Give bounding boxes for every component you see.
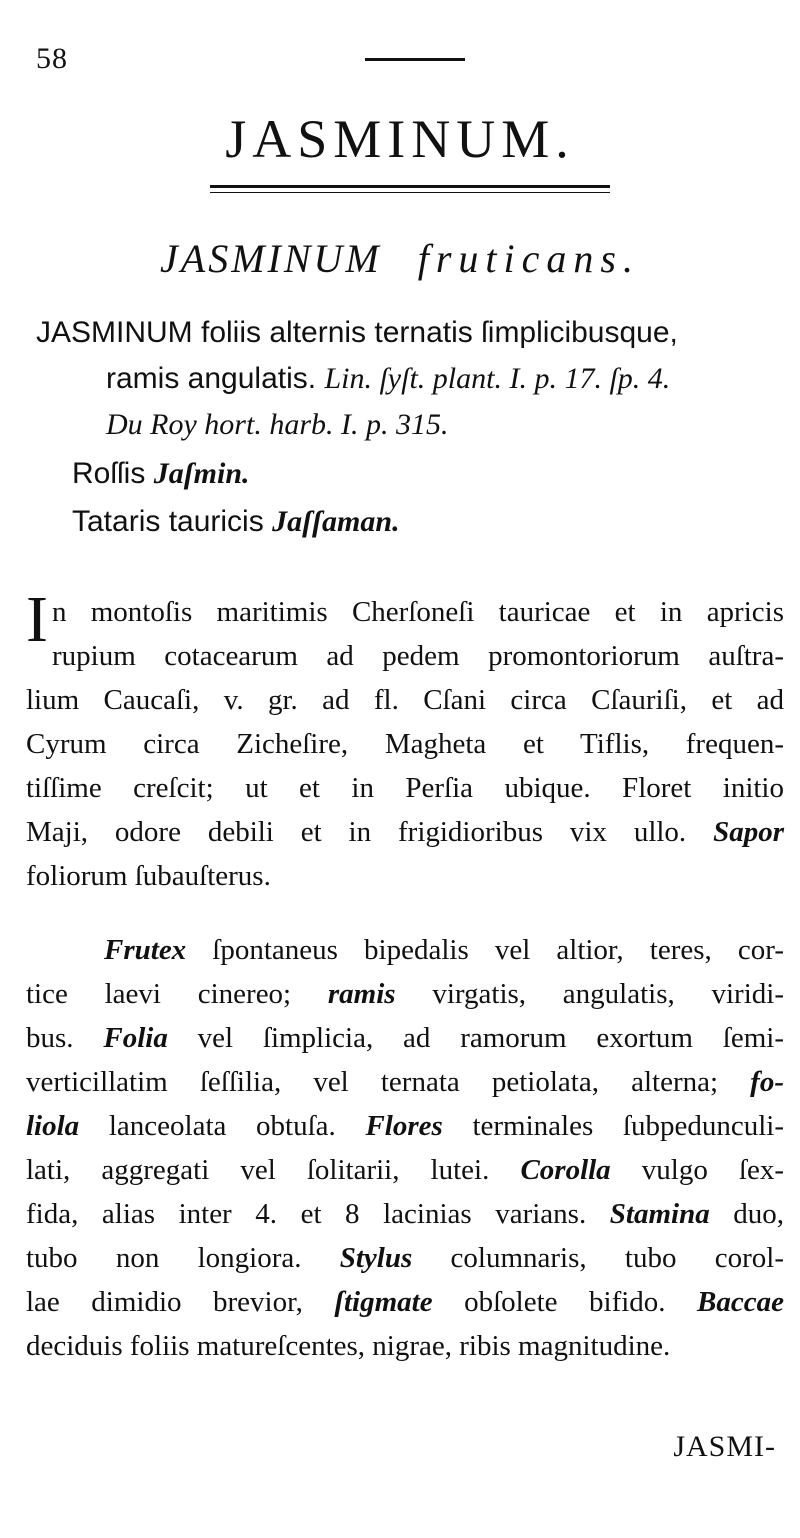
- text-line: [26, 972, 784, 1016]
- text-line: [26, 1104, 784, 1148]
- du-roy-reference: Du Roy hort. harb. I. p. 315.: [106, 408, 449, 441]
- text-line: [26, 1060, 784, 1104]
- synonym-block: [36, 310, 786, 448]
- vernacular-names: [72, 450, 772, 546]
- habitat-paragraph: [26, 583, 784, 898]
- text-line: Cyrum circa Zicheſire, Magheta et Tiflis, frequen-: [26, 728, 784, 760]
- vernacular-tatar: [72, 498, 772, 546]
- species-genus: JASMINUM: [160, 236, 382, 281]
- page-number: 58: [36, 42, 68, 75]
- text-run: columnaris, tubo corol-: [412, 1242, 784, 1274]
- text-run: lae dimidio brevior,: [26, 1286, 335, 1318]
- text-run: terminales ſubpedunculi-: [442, 1110, 784, 1142]
- synonym-line-2: [36, 356, 786, 402]
- text-run: obſolete bifido.: [432, 1286, 698, 1318]
- text-line: rupium cotacearum ad pedem promontoriorum auſtra-: [51, 640, 784, 672]
- text-run: virgatis, angulatis, viridi-: [395, 978, 784, 1010]
- text-run: fida, alias inter 4. et 8 lacinias varians.: [26, 1198, 610, 1230]
- synonym-line-3: [36, 402, 786, 448]
- species-heading: [0, 235, 800, 282]
- text-run: lanceolata obtuſa.: [79, 1110, 366, 1142]
- text-run: ſpontaneus bipedalis vel altior, teres, cor-: [186, 934, 784, 966]
- term-stigmate: ſtigmate: [334, 1286, 433, 1318]
- text-line: [26, 1016, 784, 1060]
- vernacular-prefix: Roſſis: [72, 457, 154, 490]
- term-folia: Folia: [103, 1022, 168, 1054]
- text-run: vel ſimplicia, ad ramorum exortum ſemi-: [167, 1022, 784, 1054]
- text-line: [26, 810, 784, 854]
- vernacular-prefix: Tataris tauricis: [72, 505, 273, 538]
- linnaeus-reference: Lin. ſyſt. plant. I. p. 17. ſp. 4.: [324, 362, 671, 395]
- text-line: tiſſime creſcit; ut et in Perſia ubique. Floret initio: [26, 772, 784, 804]
- description-paragraph: [26, 928, 784, 1368]
- vernacular-russian: [72, 450, 772, 498]
- text-run: tice laevi cinereo;: [26, 978, 328, 1010]
- text-line: deciduis foliis matureſcentes, nigrae, ribis magnitudine.: [26, 1330, 671, 1362]
- synonym-text: ramis angulatis.: [106, 362, 325, 395]
- term-baccae: Baccae: [697, 1286, 784, 1318]
- text-run: bus.: [26, 1022, 104, 1054]
- text-line: [26, 1192, 784, 1236]
- catchword: JASMI-: [673, 1430, 776, 1463]
- term-frutex: Frutex: [104, 934, 187, 966]
- header-rule: [365, 58, 465, 61]
- title-double-rule: [210, 185, 610, 193]
- term-foliola: liola: [26, 1110, 80, 1142]
- term-ramis: ramis: [327, 978, 396, 1010]
- vernacular-name: Jaſmin.: [153, 457, 250, 490]
- text-run: tubo non longiora.: [26, 1242, 340, 1274]
- text-run: verticillatim ſeſſilia, vel ternata petiolata, alterna;: [26, 1066, 751, 1098]
- text-run: vulgo ſex-: [610, 1154, 784, 1186]
- synonym-line-1: JASMINUM foliis alternis ternatis ſimplicibusque,: [36, 316, 678, 349]
- text-run: duo,: [709, 1198, 785, 1230]
- text-run: Maji, odore debili et in frigidioribus vix ullo.: [26, 816, 714, 848]
- term-corolla: Corolla: [520, 1154, 611, 1186]
- term-stamina: Stamina: [609, 1198, 710, 1230]
- term-flores: Flores: [365, 1110, 443, 1142]
- drop-cap: I: [26, 583, 48, 656]
- term-sapor: Sapor: [713, 816, 784, 848]
- term-foliola: fo-: [750, 1066, 784, 1098]
- text-line: foliorum ſubauſterus.: [26, 860, 271, 892]
- vernacular-name: Jaſſaman.: [272, 505, 400, 538]
- text-line: lium Caucaſi, v. gr. ad fl. Cſani circa Cſauriſi, et ad: [26, 684, 784, 716]
- text-run: lati, aggregati vel ſolitarii, lutei.: [26, 1154, 521, 1186]
- term-stylus: Stylus: [339, 1242, 413, 1274]
- text-line: [26, 1236, 784, 1280]
- text-line: n montoſis maritimis Cherſoneſi tauricae et in apricis: [51, 596, 784, 628]
- text-line: [26, 1280, 784, 1324]
- page-title: JASMINUM.: [225, 109, 575, 169]
- text-line: [26, 1148, 784, 1192]
- species-epithet: fruticans.: [417, 236, 640, 281]
- text-line: [26, 928, 784, 972]
